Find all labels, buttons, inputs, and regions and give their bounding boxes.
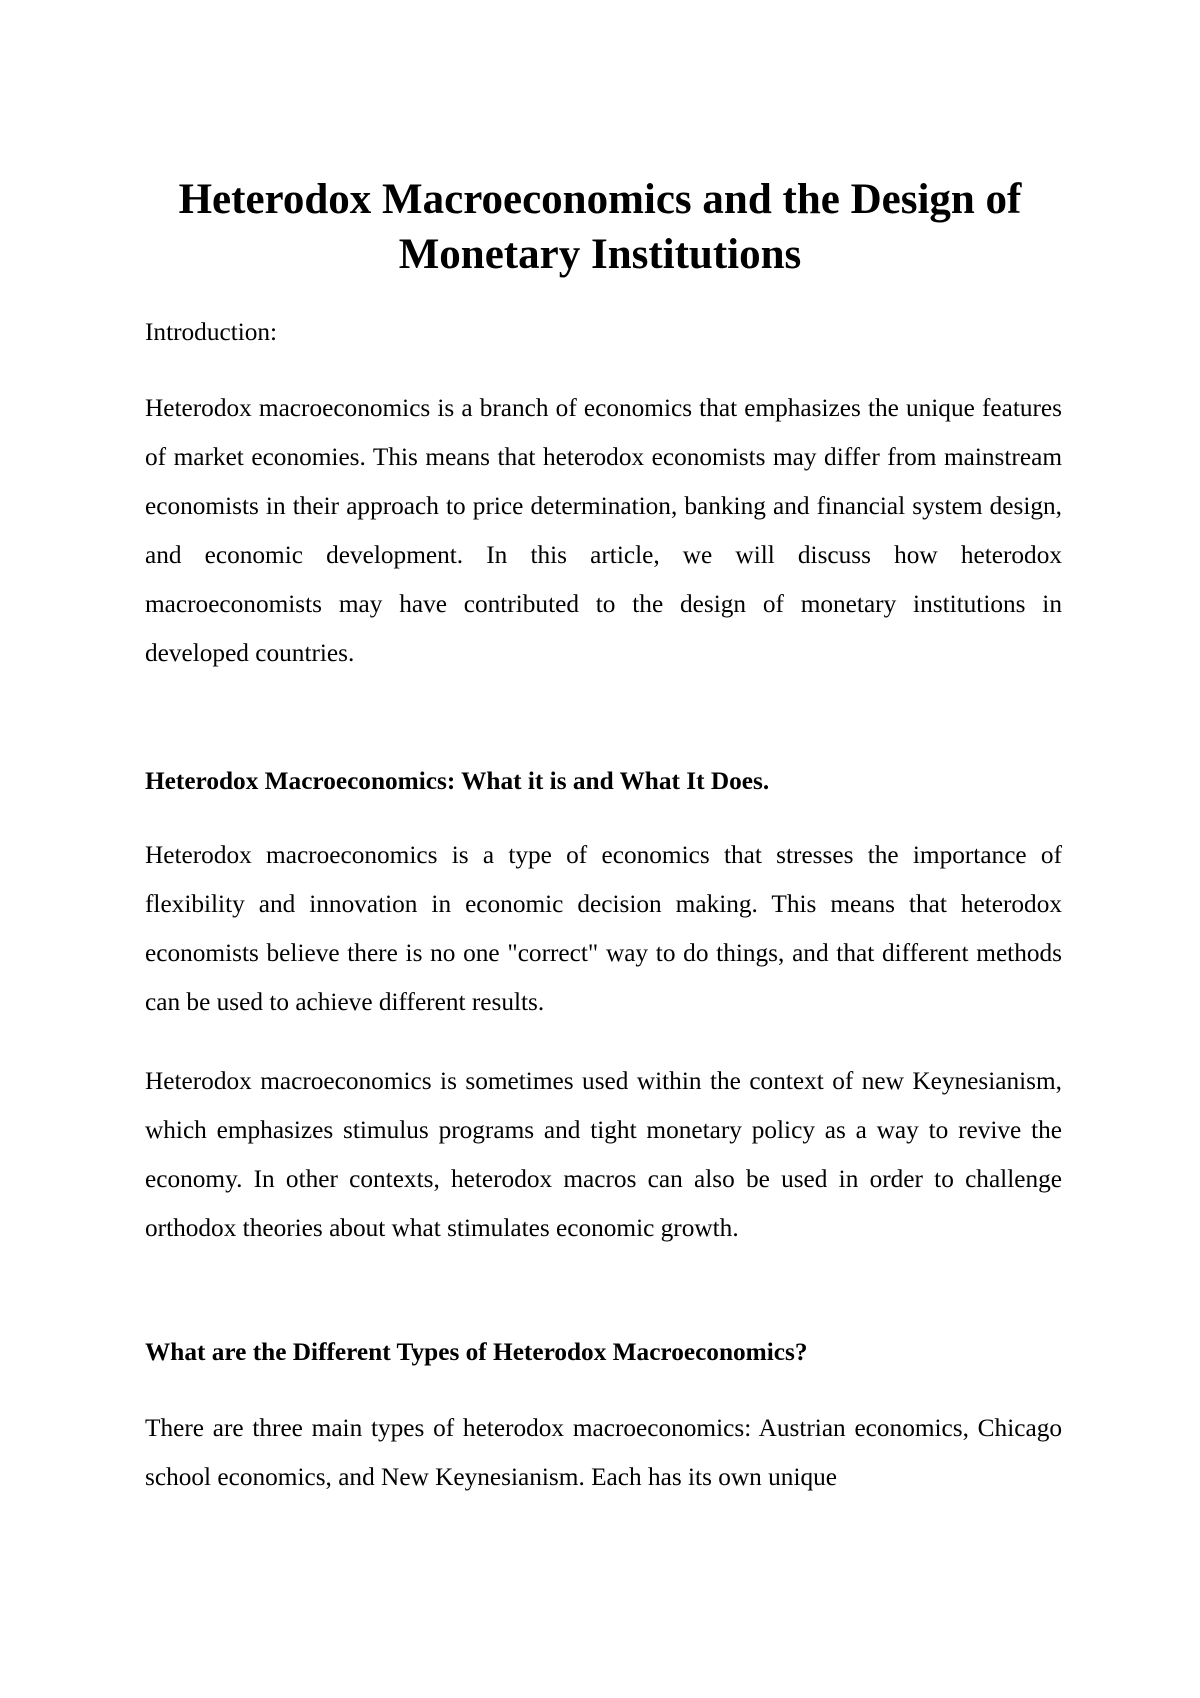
section-heading-what-it-is: Heterodox Macroeconomics: What it is and What It Does.	[145, 767, 770, 795]
paragraph-new-keynesianism: Heterodox macroeconomics is sometimes used within the context of new Keynesianism, which emphasizes stimulus programs and tight monetary policy as a way to revive the economy. In other contexts, heterodox macros can also be used in order to challenge orthodox theories about what stimulates economic growth.	[145, 1067, 1062, 1242]
paragraph-types: There are three main types of heterodox macroeconomics: Austrian economics, Chicago school economics, and New Keynesianism. Each has its own unique	[145, 1414, 1062, 1491]
section-heading-types: What are the Different Types of Heterodox Macroeconomics?	[145, 1338, 808, 1366]
document-title: Heterodox Macroeconomics and the Design of Monetary Institutions	[178, 176, 1022, 278]
intro-label: Introduction:	[145, 318, 278, 346]
paragraph-introduction: Heterodox macroeconomics is a branch of economics that emphasizes the unique features of market economies. This means that heterodox economists may differ from mainstream economists in their approach to price determination, banking and financial system design, and economic development. In this article, we will discuss how heterodox macroeconomists may have contributed to the design of monetary institutions in developed countries.	[145, 394, 1062, 667]
paragraph-what-it-is: Heterodox macroeconomics is a type of economics that stresses the importance of flexibility and innovation in economic decision making. This means that heterodox economists believe there is no one "correct" way to do things, and that different methods can be used to achieve different results.	[145, 841, 1062, 1016]
